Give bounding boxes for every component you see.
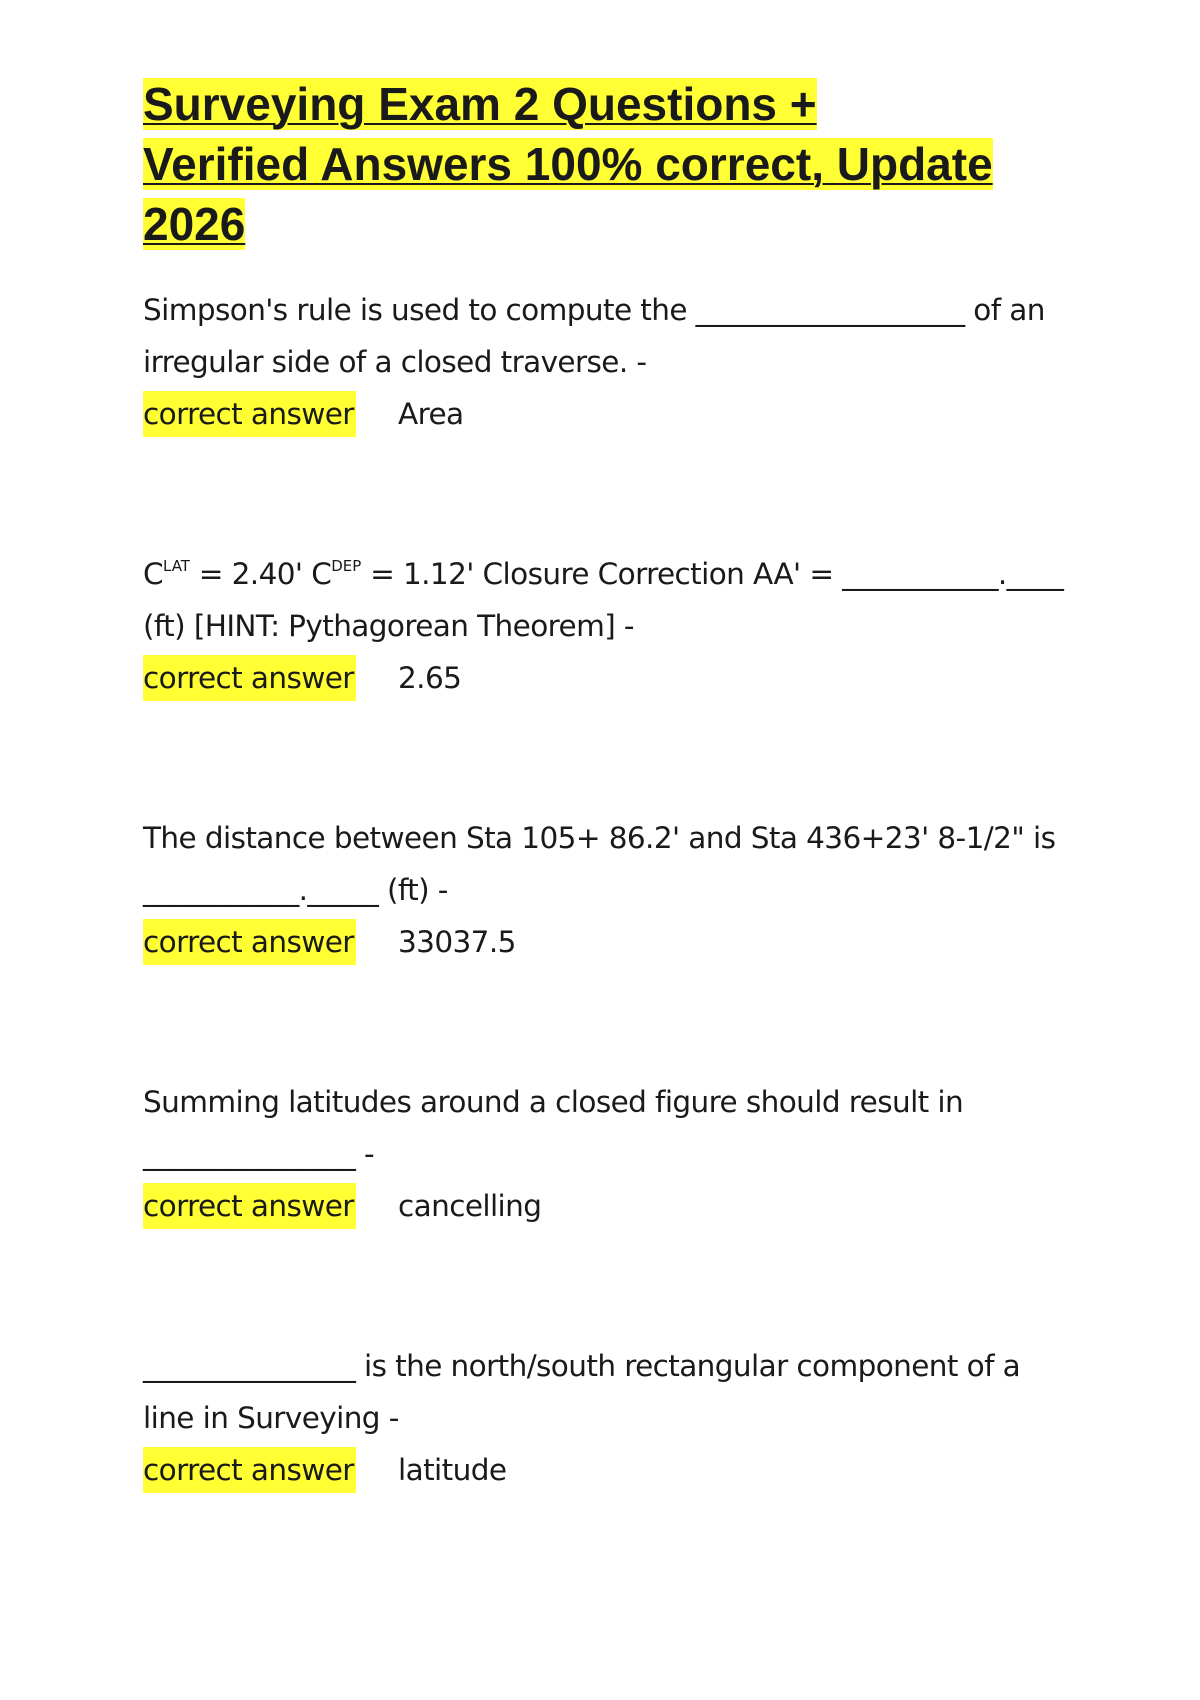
answer-value: latitude [398, 1453, 507, 1487]
question-text-line-1: Summing latitudes around a closed figure should result in [143, 1085, 964, 1119]
answer-label: correct answer [143, 1183, 356, 1229]
qa-item-3 [143, 812, 1080, 968]
answer-value: 2.65 [398, 661, 462, 695]
question-text: The distance between Sta 105+ 86.2' and Sta 436+23' 8-1/2" is ___________._____ (ft) - [143, 821, 1056, 907]
answer-label: correct answer [143, 919, 356, 965]
answer-label: correct answer [143, 1447, 356, 1493]
answer-row [143, 1180, 1080, 1232]
question-text: Simpson's rule is used to compute the ___________________ of an irregular side of a closed traverse. - [143, 293, 1045, 379]
c-lat-superscript: LAT [163, 557, 190, 575]
question-text-rest: = 1.12' Closure Correction AA' = ___________.____ (ft) [HINT: Pythagorean Theorem] - [143, 557, 1064, 643]
answer-label: correct answer [143, 391, 356, 437]
qa-item-2 [143, 548, 1080, 704]
qa-item-4 [143, 1076, 1080, 1232]
c-dep-superscript: DEP [331, 557, 362, 575]
title-line-1: Surveying Exam 2 Questions + [143, 78, 817, 130]
title-line-2: Verified Answers 100% correct, Update [143, 138, 993, 190]
document-title [143, 74, 1043, 254]
answer-row [143, 652, 1080, 704]
answer-value: 33037.5 [398, 925, 516, 959]
answer-label: correct answer [143, 655, 356, 701]
title-line-3: 2026 [143, 198, 246, 250]
qa-item-5 [143, 1340, 1080, 1496]
answer-value: Area [398, 397, 464, 431]
question-text [143, 1076, 1073, 1180]
question-text-line-2: _______________ - [143, 1137, 375, 1171]
qa-item-1 [143, 284, 1080, 440]
answer-row [143, 916, 1080, 968]
question-text: _______________ is the north/south rectangular component of a line in Surveying - [143, 1349, 1021, 1435]
answer-value: cancelling [398, 1189, 542, 1223]
answer-row [143, 1444, 1080, 1496]
c-lat-base: C [143, 557, 163, 591]
answer-row [143, 388, 1080, 440]
question-text [143, 548, 1073, 652]
question-text-mid: = 2.40' C [189, 557, 332, 591]
